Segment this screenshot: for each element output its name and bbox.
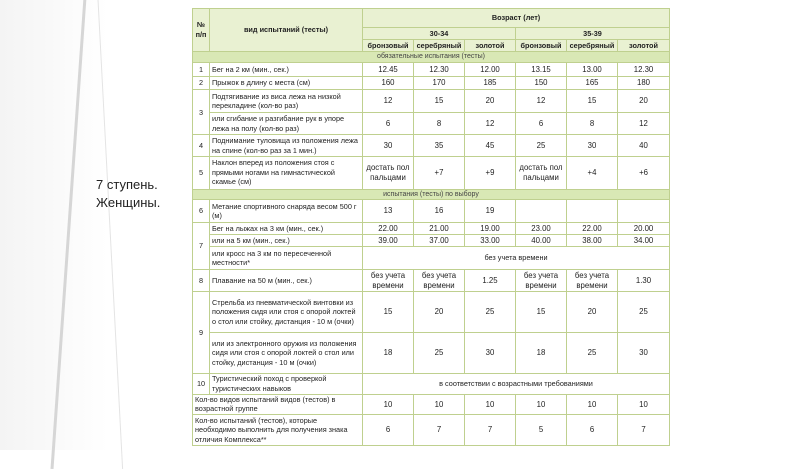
row-number: 2 [193,77,210,90]
value-cell [618,200,670,223]
value-cell [567,200,618,223]
value-cell: 1.25 [465,269,516,292]
value-cell: 185 [465,77,516,90]
value-cell: 16 [414,200,465,223]
value-cell: 150 [516,77,567,90]
value-cell: 1.30 [618,269,670,292]
value-cell: 25 [618,292,670,333]
footer-label: Кол-во испытаний (тестов), которые необходимо выполнить для получения знака отличия Комплекса** [193,415,363,446]
row-test-name: Метание спортивного снаряда весом 500 г (м) [210,200,363,223]
value-cell: 12.30 [414,62,465,76]
value-cell: 180 [618,77,670,90]
value-cell: 7 [414,415,465,446]
header-age: Возраст (лет) [363,9,670,28]
value-cell: 21.00 [414,222,465,234]
row-test-name: Прыжок в длину с места (см) [210,77,363,90]
value-cell: без учета времени [363,269,414,292]
value-cell: 20 [465,90,516,113]
value-cell: 15 [414,90,465,113]
footer-row [193,394,670,414]
value-cell: 10 [567,394,618,414]
header-row-1 [193,9,670,28]
value-cell: 10 [414,394,465,414]
row-number: 7 [193,222,210,269]
row-test-name: или на 5 км (мин., сек.) [210,235,363,247]
value-cell: 40 [618,135,670,156]
value-cell: 30 [618,333,670,374]
value-cell: 15 [516,292,567,333]
section-mandatory: обязательные испытания (тесты) [193,51,670,62]
value-cell: 37.00 [414,235,465,247]
row-test-name: Бег на 2 км (мин., сек.) [210,62,363,76]
value-cell: 20.00 [618,222,670,234]
value-cell: 12.45 [363,62,414,76]
caption-gender: Женщины. [96,195,161,210]
value-cell: 10 [516,394,567,414]
value-cell: 7 [618,415,670,446]
value-cell: 10 [465,394,516,414]
value-cell: 38.00 [567,235,618,247]
value-cell: 13.15 [516,62,567,76]
table-row [193,77,670,90]
row-number: 9 [193,292,210,374]
table-row [193,235,670,247]
value-cell: 170 [414,77,465,90]
header-silver: серебряный [567,39,618,51]
spanning-value-cell: в соответствии с возрастными требованиями [363,374,670,394]
table-row [193,112,670,135]
caption-step: 7 ступень. [96,177,158,192]
footer-label: Кол-во видов испытаний видов (тестов) в возрастной группе [193,394,363,414]
section-optional: испытания (тесты) по выбору [193,189,670,200]
value-cell: 12 [516,90,567,113]
value-cell: 45 [465,135,516,156]
row-test-name: или сгибание и разгибание рук в упоре лежа на полу (кол-во раз) [210,112,363,135]
slide-decor-band [0,0,108,450]
row-test-name: Подтягивание из виса лежа на низкой перекладине (кол-во раз) [210,90,363,113]
header-gold: золотой [618,39,670,51]
value-cell: достать пол пальцами [516,156,567,189]
footer-row [193,415,670,446]
value-cell: 15 [363,292,414,333]
value-cell: 30 [465,333,516,374]
value-cell: 12 [363,90,414,113]
table-row [193,200,670,223]
value-cell: 12.30 [618,62,670,76]
row-test-name: Бег на лыжах на 3 км (мин., сек.) [210,222,363,234]
table-row [193,90,670,113]
value-cell: 6 [567,415,618,446]
header-bronze: бронзовый [516,39,567,51]
value-cell: 40.00 [516,235,567,247]
table-row [193,135,670,156]
value-cell: 25 [465,292,516,333]
value-cell: без учета времени [414,269,465,292]
header-gold: золотой [465,39,516,51]
value-cell: +4 [567,156,618,189]
header-num: № п/п [193,9,210,52]
value-cell: 30 [363,135,414,156]
row-number: 8 [193,269,210,292]
header-age-group-30-34: 30-34 [363,28,516,39]
value-cell: 13.00 [567,62,618,76]
value-cell: 160 [363,77,414,90]
value-cell: 15 [567,90,618,113]
value-cell: 19 [465,200,516,223]
value-cell: 10 [618,394,670,414]
value-cell: 6 [516,112,567,135]
section-row-optional [193,189,670,200]
row-number: 5 [193,156,210,189]
table-row [193,292,670,333]
value-cell: 13 [363,200,414,223]
value-cell: 10 [363,394,414,414]
row-test-name: Туристический поход с проверкой туристических навыков [210,374,363,394]
slide-caption [96,176,196,212]
table-row [193,222,670,234]
norms-table [192,8,670,446]
header-silver: серебряный [414,39,465,51]
value-cell: 22.00 [363,222,414,234]
row-number: 6 [193,200,210,223]
value-cell: +9 [465,156,516,189]
row-test-name: Стрельба из пневматической винтовки из положения сидя или стоя с опорой локтей о стол или стойку, дистанция - 10 м (очки) [210,292,363,333]
value-cell [516,200,567,223]
row-test-name: или из электронного оружия из положения сидя или стоя с опорой локтей о стол или стойку, дистанция - 10 м (очки) [210,333,363,374]
value-cell: +6 [618,156,670,189]
value-cell: 30 [567,135,618,156]
value-cell: 12.00 [465,62,516,76]
value-cell: 25 [516,135,567,156]
row-test-name: или кросс на 3 км по пересеченной местности* [210,247,363,270]
value-cell: 20 [618,90,670,113]
header-age-group-35-39: 35-39 [516,28,670,39]
value-cell: 12 [465,112,516,135]
row-test-name: Плавание на 50 м (мин., сек.) [210,269,363,292]
table-row [193,374,670,394]
value-cell: 22.00 [567,222,618,234]
value-cell: 18 [516,333,567,374]
value-cell: 6 [363,112,414,135]
table-row [193,333,670,374]
section-row-mandatory [193,51,670,62]
value-cell: 5 [516,415,567,446]
header-bronze: бронзовый [363,39,414,51]
table-row [193,156,670,189]
row-test-name: Наклон вперед из положения стоя с прямыми ногами на гимнастической скамье (см) [210,156,363,189]
value-cell: 18 [363,333,414,374]
value-cell: 23.00 [516,222,567,234]
row-number: 3 [193,90,210,135]
table-row [193,269,670,292]
row-number: 1 [193,62,210,76]
value-cell: 35 [414,135,465,156]
value-cell: 8 [567,112,618,135]
value-cell: 39.00 [363,235,414,247]
row-number: 10 [193,374,210,394]
value-cell: 7 [465,415,516,446]
value-cell: без учета времени [516,269,567,292]
value-cell: достать пол пальцами [363,156,414,189]
value-cell: 19.00 [465,222,516,234]
value-cell: 6 [363,415,414,446]
table-row [193,62,670,76]
header-test-type: вид испытаний (тесты) [210,9,363,52]
row-number: 4 [193,135,210,156]
value-cell: 8 [414,112,465,135]
spanning-value-cell: без учета времени [363,247,670,270]
value-cell: 25 [567,333,618,374]
value-cell: 20 [567,292,618,333]
value-cell: 34.00 [618,235,670,247]
value-cell: без учета времени [567,269,618,292]
value-cell: 33.00 [465,235,516,247]
value-cell: 25 [414,333,465,374]
row-test-name: Поднимание туловища из положения лежа на спине (кол-во раз за 1 мин.) [210,135,363,156]
value-cell: +7 [414,156,465,189]
table-row [193,247,670,270]
value-cell: 12 [618,112,670,135]
value-cell: 165 [567,77,618,90]
value-cell: 20 [414,292,465,333]
